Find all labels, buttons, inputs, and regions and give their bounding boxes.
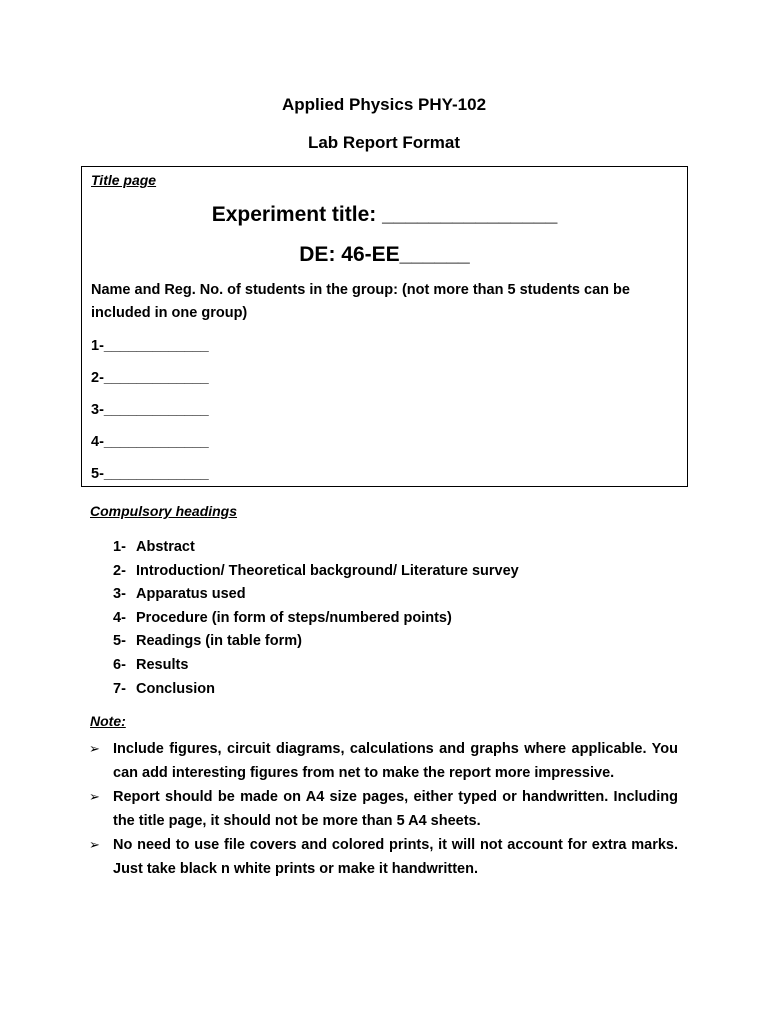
list-item: 6- Results: [113, 656, 189, 673]
note-item: ➢ Include figures, circuit diagrams, calculations and graphs where applicable. You can add interesting figures from net to make the report more impressive.: [89, 737, 678, 785]
names-instruction: Name and Reg. No. of students in the group: (not more than 5 students can be included in one group): [91, 282, 630, 321]
arrow-bullet-icon: ➢: [89, 789, 100, 804]
student-line-3: 3-_____________: [91, 402, 209, 418]
compulsory-headings-title: Compulsory headings: [90, 503, 238, 519]
note-item: ➢ Report should be made on A4 size pages, either typed or handwritten. Including the title page, it should not be more than 5 A4 sheets.: [89, 785, 678, 833]
list-item: 2- Introduction/ Theoretical background/ Literature survey: [113, 562, 519, 579]
list-item: 7- Conclusion: [113, 680, 215, 697]
title-page-label: Title page: [91, 172, 157, 188]
student-line-5: 5-_____________: [91, 466, 209, 482]
document-subtitle: Lab Report Format: [307, 133, 461, 152]
student-line-2: 2-_____________: [91, 370, 209, 386]
arrow-bullet-icon: ➢: [89, 741, 100, 756]
experiment-title-line: Experiment title: _______________: [211, 203, 558, 226]
list-item: 5- Readings (in table form): [113, 633, 302, 650]
compulsory-headings-list: [113, 537, 519, 702]
note-title: Note:: [90, 713, 126, 729]
notes-list: [89, 737, 678, 881]
student-line-4: 4-_____________: [91, 434, 209, 450]
course-title: Applied Physics PHY-102: [281, 95, 487, 114]
list-item: 4- Procedure (in form of steps/numbered points): [113, 609, 452, 626]
list-item: 3- Apparatus used: [113, 586, 246, 603]
de-line: DE: 46-EE______: [299, 243, 470, 266]
note-item: ➢ No need to use file covers and colored prints, it will not account for extra marks. Just take black n white prints or make it handwritten.: [89, 833, 678, 881]
arrow-bullet-icon: ➢: [89, 837, 100, 852]
list-item: 1- Abstract: [113, 539, 195, 555]
student-line-1: 1-_____________: [91, 338, 209, 354]
title-page-box: [81, 166, 688, 487]
